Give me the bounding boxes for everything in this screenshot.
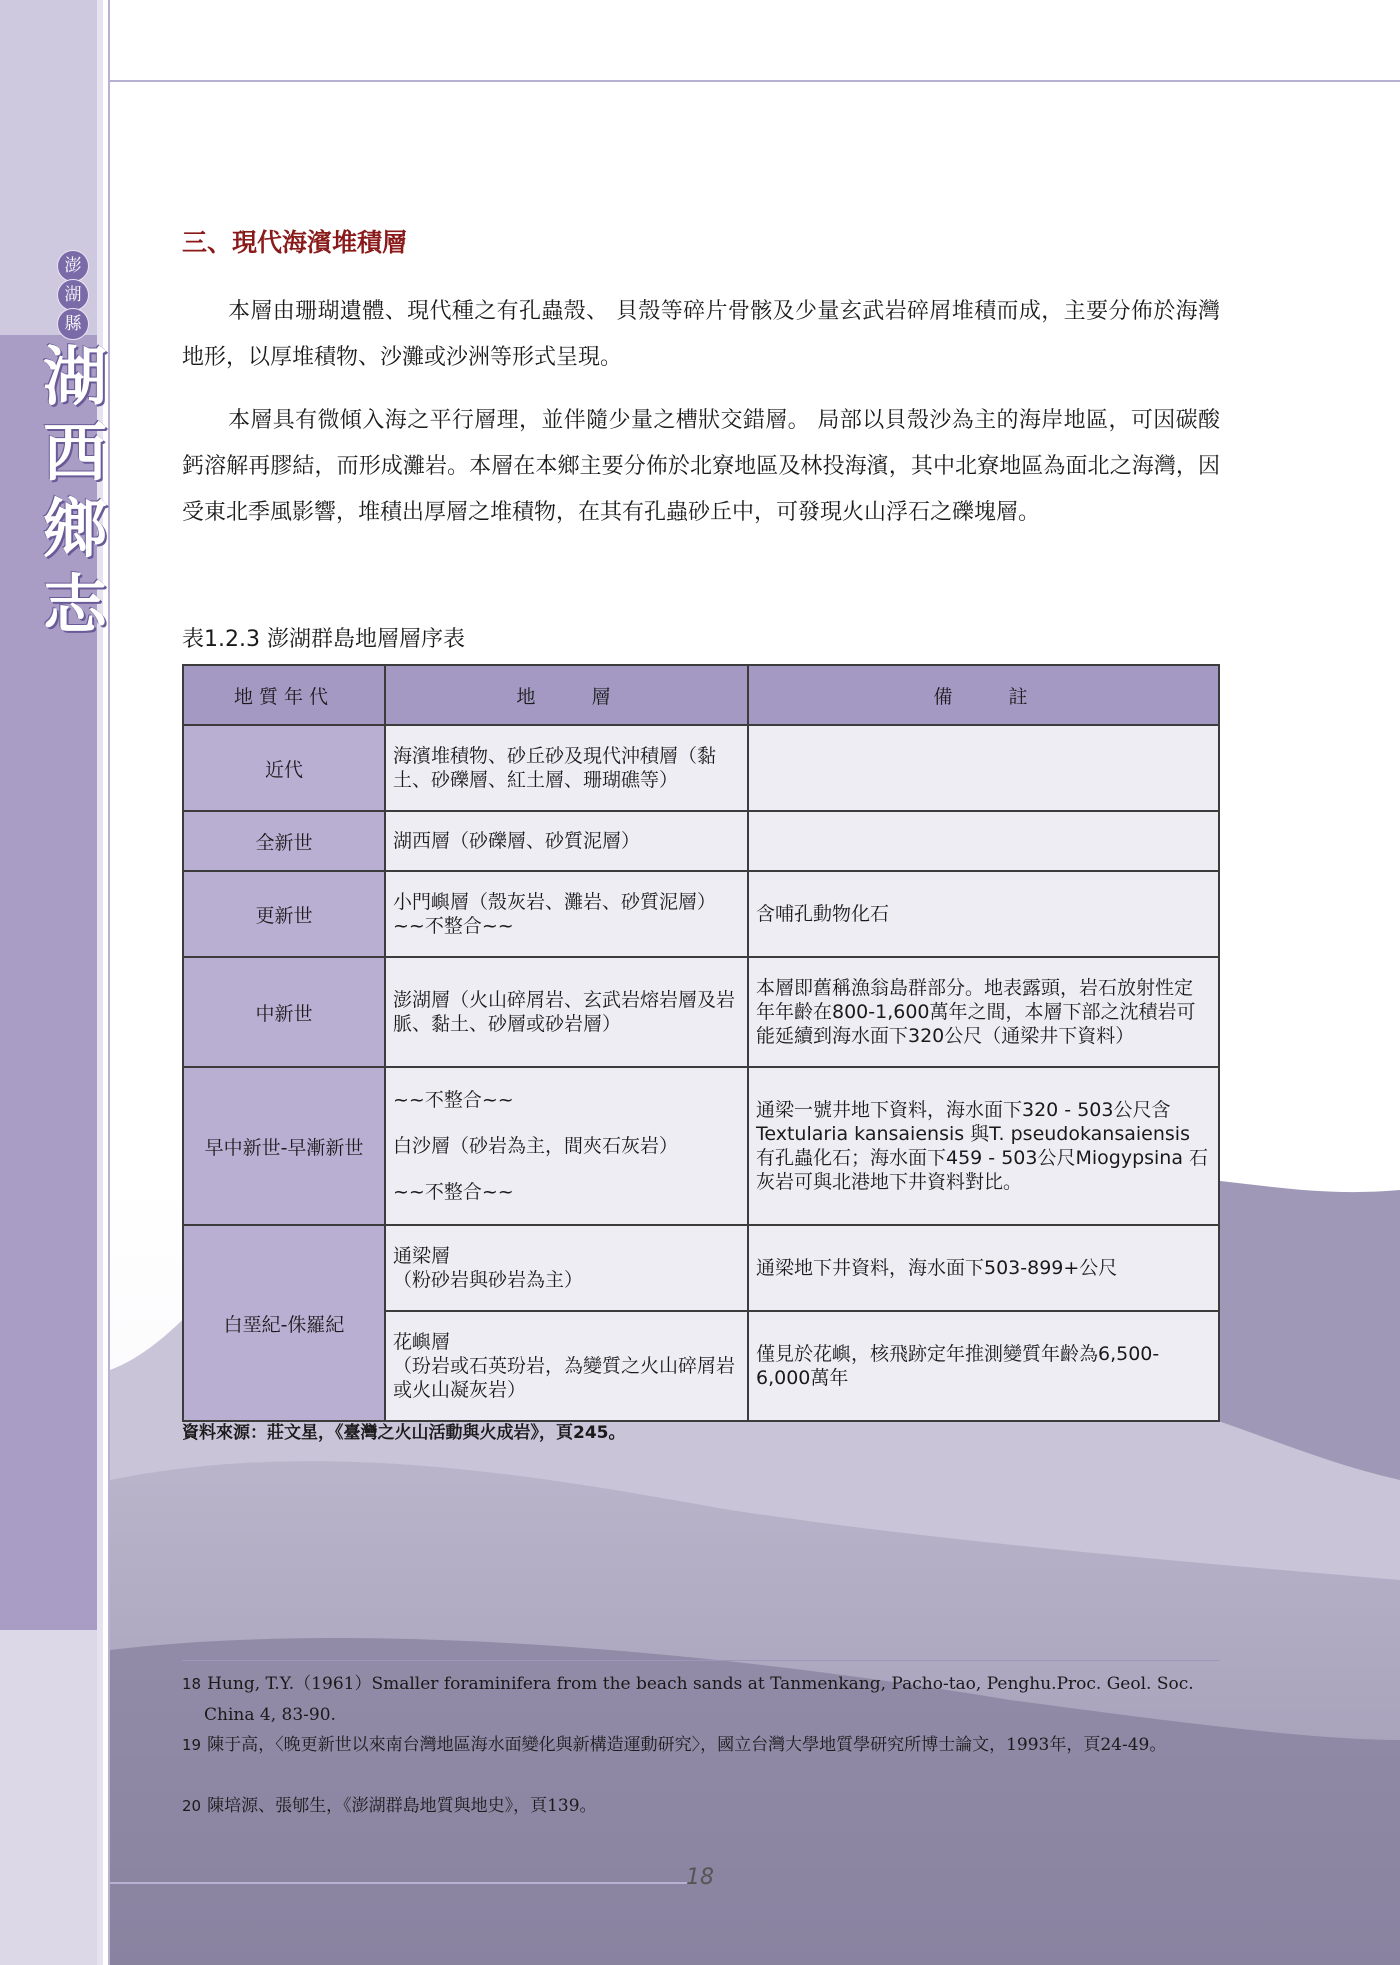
layer-cell: 海濱堆積物、砂丘砂及現代沖積層（黏土、砂礫層、紅土層、珊瑚礁等） xyxy=(385,725,748,811)
stratigraphy-table xyxy=(182,664,1220,1422)
book-title-char: 志 xyxy=(43,568,107,643)
table-row xyxy=(183,725,1219,811)
column-header-age: 地質年代 xyxy=(183,665,385,725)
county-seal xyxy=(57,250,91,332)
unconformity-text: ~~不整合~~ xyxy=(393,1181,514,1203)
table-header-row xyxy=(183,665,1219,725)
age-cell: 早中新世-早漸新世 xyxy=(183,1067,385,1225)
footnote xyxy=(182,1669,1220,1731)
body-paragraph: 本層由珊瑚遺體、現代種之有孔蟲殼、 貝殼等碎片骨骸及少量玄武岩碎屑堆積而成，主要分佈於海灣地形，以厚堆積物、沙灘或沙洲等形式呈現。 xyxy=(182,299,1220,370)
spacer xyxy=(393,1112,740,1134)
column-header-layer: 地 層 xyxy=(385,665,748,725)
note-cell xyxy=(748,725,1219,811)
page-number: 18 xyxy=(686,1865,714,1890)
section-heading: 三、現代海濱堆積層 xyxy=(182,228,408,257)
book-title-char: 鄉 xyxy=(43,492,107,567)
footnote-number: 20 xyxy=(182,1797,202,1815)
footnote-text: Hung, T.Y.（1961）Smaller foraminifera from the beach sands at Tanmenkang, Pacho-tao, Penghu.Proc. Geol. Soc. China 4, 83-90. xyxy=(204,1674,1194,1725)
table-caption: 表1.2.3 澎湖群島地層層序表 xyxy=(182,627,465,652)
footnote xyxy=(182,1791,1220,1822)
footnote-number: 18 xyxy=(182,1675,202,1693)
layer-cell: 澎湖層（火山碎屑岩、玄武岩熔岩層及岩脈、黏土、砂層或砂岩層） xyxy=(385,957,748,1067)
layer-subtext: （玢岩或石英玢岩，為變質之火山碎屑岩或火山凝灰岩） xyxy=(393,1355,736,1401)
unconformity-text: ~~不整合~~ xyxy=(393,915,514,937)
age-cell: 更新世 xyxy=(183,871,385,957)
note-cell: 含哺孔動物化石 xyxy=(748,871,1219,957)
county-seal-char: 縣 xyxy=(57,308,89,340)
book-title-char: 西 xyxy=(43,416,107,491)
layer-subtext: （粉砂岩與砂岩為主） xyxy=(393,1269,584,1291)
sidebar-bottom-band xyxy=(0,1630,97,1965)
layer-cell xyxy=(385,1067,748,1225)
age-cell: 白堊紀-侏羅紀 xyxy=(183,1225,385,1421)
layer-text: 通梁層 xyxy=(393,1245,451,1267)
note-cell: 本層即舊稱漁翁島群部分。地表露頭，岩石放射性定年年齡在800-1,600萬年之間，本層下部之沈積岩可能延續到海水面下320公尺（通梁井下資料） xyxy=(748,957,1219,1067)
layer-cell: 湖西層（砂礫層、砂質泥層） xyxy=(385,811,748,871)
footnote-number: 19 xyxy=(182,1736,202,1754)
table-row xyxy=(183,1225,1219,1311)
note-cell: 通梁地下井資料，海水面下503-899+公尺 xyxy=(748,1225,1219,1311)
layer-cell xyxy=(385,871,748,957)
table-source: 資料來源：莊文星，《臺灣之火山活動與火成岩》，頁245。 xyxy=(182,1423,626,1443)
body-paragraph: 本層具有微傾入海之平行層理，並伴隨少量之槽狀交錯層。 局部以貝殼沙為主的海岸地區，可因碳酸鈣溶解再膠結，而形成灘岩。本層在本鄉主要分佈於北寮地區及林投海濱，其中北寮地區為面北之海灣，因受東北季風影響，堆積出厚層之堆積物，在其有孔蟲砂丘中，可發現火山浮石之礫塊層。 xyxy=(182,408,1220,525)
layer-cell xyxy=(385,1311,748,1421)
column-header-note: 備 註 xyxy=(748,665,1219,725)
book-title xyxy=(40,340,110,644)
layer-cell xyxy=(385,1225,748,1311)
table-row xyxy=(183,811,1219,871)
footnote-text: 陳培源、張郇生，《澎湖群島地質與地史》，頁139。 xyxy=(207,1796,597,1816)
footnote-text: 陳于高，〈晚更新世以來南台灣地區海水面變化與新構造運動研究〉，國立台灣大學地質學研究所博士論文，1993年，頁24-49。 xyxy=(207,1735,1167,1755)
layer-text: 小門嶼層（殼灰岩、灘岩、砂質泥層） xyxy=(393,891,717,913)
footer-rule xyxy=(110,1882,690,1884)
table-row xyxy=(183,871,1219,957)
county-seal-char: 澎 xyxy=(57,250,89,282)
unconformity-text: ~~不整合~~ xyxy=(393,1089,514,1111)
layer-text: 白沙層（砂岩為主，間夾石灰岩） xyxy=(393,1135,679,1157)
footnote xyxy=(182,1730,1220,1761)
sidebar-edge xyxy=(97,0,103,1965)
county-seal-char: 湖 xyxy=(57,279,89,311)
book-title-char: 湖 xyxy=(43,340,107,415)
table-row xyxy=(183,1067,1219,1225)
age-cell: 全新世 xyxy=(183,811,385,871)
spacer xyxy=(393,1158,740,1180)
table-row xyxy=(183,957,1219,1067)
age-cell: 中新世 xyxy=(183,957,385,1067)
note-cell xyxy=(748,811,1219,871)
layer-text: 花嶼層 xyxy=(393,1331,451,1353)
note-cell: 通梁一號井地下資料，海水面下320 - 503公尺含Textularia kansaiensis 與T. pseudokansaiensis 有孔蟲化石；海水面下459 - 503公尺Miogypsina 石灰岩可與北港地下井資料對比。 xyxy=(748,1067,1219,1225)
age-cell: 近代 xyxy=(183,725,385,811)
header-rule xyxy=(110,80,1400,82)
footnote-rule xyxy=(182,1660,1220,1661)
note-cell: 僅見於花嶼，核飛跡定年推測變質年齡為6,500-6,000萬年 xyxy=(748,1311,1219,1421)
